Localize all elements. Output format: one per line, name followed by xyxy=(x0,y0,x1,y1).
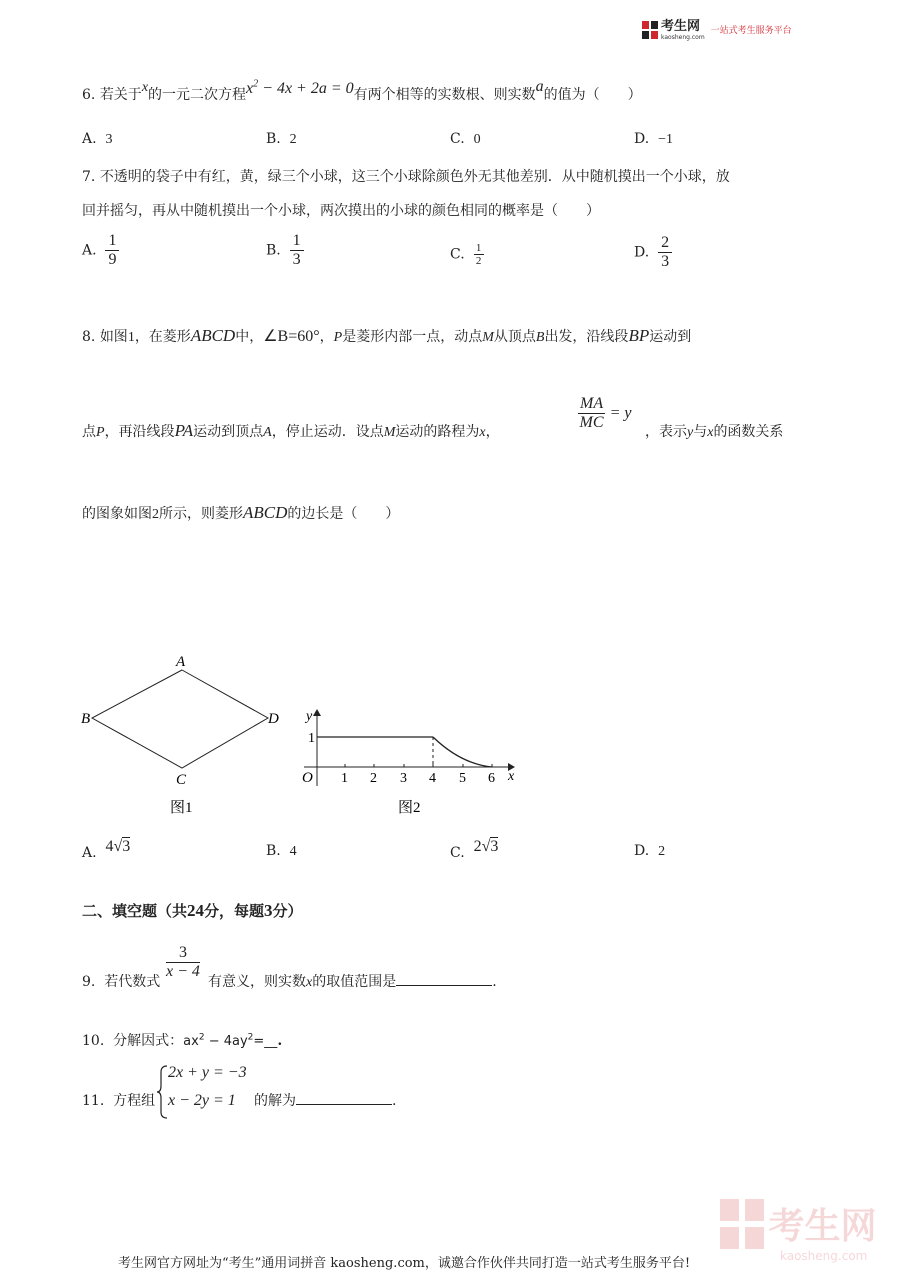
q8-line2: 点P，再沿线段PA运动到顶点A，停止运动．设点M运动的路程为x， xyxy=(82,421,500,440)
q11-tail: 的解为 . xyxy=(254,1093,397,1109)
q9-fraction: $\frac{3}{x - 4}$ xyxy=(166,944,200,980)
y-tick-1: 1 xyxy=(308,731,315,746)
logo-brand: 考生网 xyxy=(661,19,701,34)
vertex-a: A xyxy=(176,654,186,670)
decay-curve xyxy=(433,737,492,767)
q7-option-b[interactable]: B. $\frac{1}{3}$ xyxy=(266,232,304,269)
q9-tail: 有意义，则实数x的取值范围是 . xyxy=(208,974,497,990)
y-label: y xyxy=(306,709,313,724)
x-tick-4: 4 xyxy=(429,771,436,786)
question-9: 9. 若代数式 xyxy=(82,974,161,990)
logo-slogan: 一站式考生服务平台 xyxy=(710,26,792,36)
x-tick-1: 1 xyxy=(341,771,348,786)
header-logo[interactable] xyxy=(642,18,792,41)
q7-line2: 回并摇匀，再从中随机摸出一个小球，两次摸出的小球的颜色相同的概率是（ ） xyxy=(82,203,600,219)
x-tick-5: 5 xyxy=(459,771,466,786)
q6-text: 有两个相等的实数根、则实数 xyxy=(353,87,536,103)
q8-option-c[interactable]: C. 2√3 xyxy=(450,838,499,861)
question-7 xyxy=(82,166,730,186)
q8-fraction: $\frac{MA}{MC}$ = y xyxy=(579,395,632,431)
origin-label: O xyxy=(302,770,313,786)
q6-text: 若关于 xyxy=(99,87,142,103)
q11-answer-blank[interactable] xyxy=(296,1104,392,1105)
logo-domain: kaosheng.com xyxy=(661,34,705,41)
q8-option-b[interactable]: B. 4 xyxy=(266,843,297,859)
question-10: 10. 分解因式：$ax^2$ − $4ay^2=\_\_$. xyxy=(82,1032,283,1049)
question-6 xyxy=(82,78,642,104)
q9-answer-blank[interactable] xyxy=(396,985,492,986)
x-tick-2: 2 xyxy=(370,771,377,786)
q11-eq1: 2x + y = −3 xyxy=(168,1064,247,1081)
q6-number: 6. xyxy=(82,87,96,103)
vertex-c: C xyxy=(176,772,187,788)
rhombus-shape xyxy=(92,670,268,768)
q6-text: 的一元二次方程 xyxy=(148,87,247,103)
vertex-b: B xyxy=(81,711,91,727)
q7-number: 7. xyxy=(82,169,96,185)
figure-1-caption: 图1 xyxy=(170,800,193,816)
question-11: 11. 方程组 xyxy=(82,1093,156,1109)
q6-equation: $x^2 - 4x + 2a = 0$ xyxy=(246,78,354,97)
q6-option-c[interactable]: C. 0 xyxy=(450,131,481,147)
x-tick-6: 6 xyxy=(488,771,495,786)
question-8: 8. 如图1，在菱形ABCD中，∠B=60°，P是菱形内部一点，动点M从顶点B出发，沿线段BP运动到 xyxy=(82,326,692,345)
q7-option-d[interactable]: D. $\frac{2}{3}$ xyxy=(634,234,672,271)
vertex-d: D xyxy=(268,711,279,727)
q6-option-a[interactable]: A. 3 xyxy=(82,131,113,147)
q6-text: 的值为（ ） xyxy=(543,87,642,103)
figure-1-rhombus xyxy=(78,650,288,820)
footer-text: 考生网官方网址为“考生”通用词拼音 kaosheng.com，诚邀合作伙伴共同打造一站式考生服务平台! xyxy=(118,1256,691,1271)
q6-var-x: x xyxy=(141,80,149,95)
figure-2-graph xyxy=(296,700,536,820)
q8-line2-tail: ，表示y与x的函数关系 xyxy=(645,424,784,440)
q8-option-d[interactable]: D. 2 xyxy=(634,843,666,859)
q11-eq2: x − 2y = 1 xyxy=(168,1092,236,1109)
figure-2-caption: 图2 xyxy=(398,800,421,816)
q6-option-d[interactable]: D. −1 xyxy=(634,131,673,147)
q7-option-a[interactable]: A. $\frac{1}{9}$ xyxy=(82,232,119,269)
logo-mark-icon xyxy=(642,21,658,39)
q8-option-a[interactable]: A. 4√3 xyxy=(82,838,131,861)
q6-option-b[interactable]: B. 2 xyxy=(266,131,297,147)
q6-var-a: a xyxy=(535,78,544,95)
q7-line1: 不透明的袋子中有红，黄，绿三个小球，这三个小球除颜色外无其他差别．从中随机摸出一个小球，放 xyxy=(99,169,730,185)
section-2-heading: 二、填空题（共24分，每题3分） xyxy=(82,901,303,920)
watermark-mark-icon xyxy=(720,1199,764,1249)
q8-line3: 的图象如图2所示，则菱形ABCD的边长是（ ） xyxy=(82,503,400,522)
q7-option-c[interactable]: C. $\frac{1}{2}$ xyxy=(450,242,484,267)
watermark-logo: 考生网 kaosheng.com xyxy=(720,1198,876,1263)
brace-icon xyxy=(156,1064,168,1120)
x-ticks xyxy=(317,737,492,767)
x-label: x xyxy=(508,769,515,784)
x-tick-3: 3 xyxy=(400,771,407,786)
